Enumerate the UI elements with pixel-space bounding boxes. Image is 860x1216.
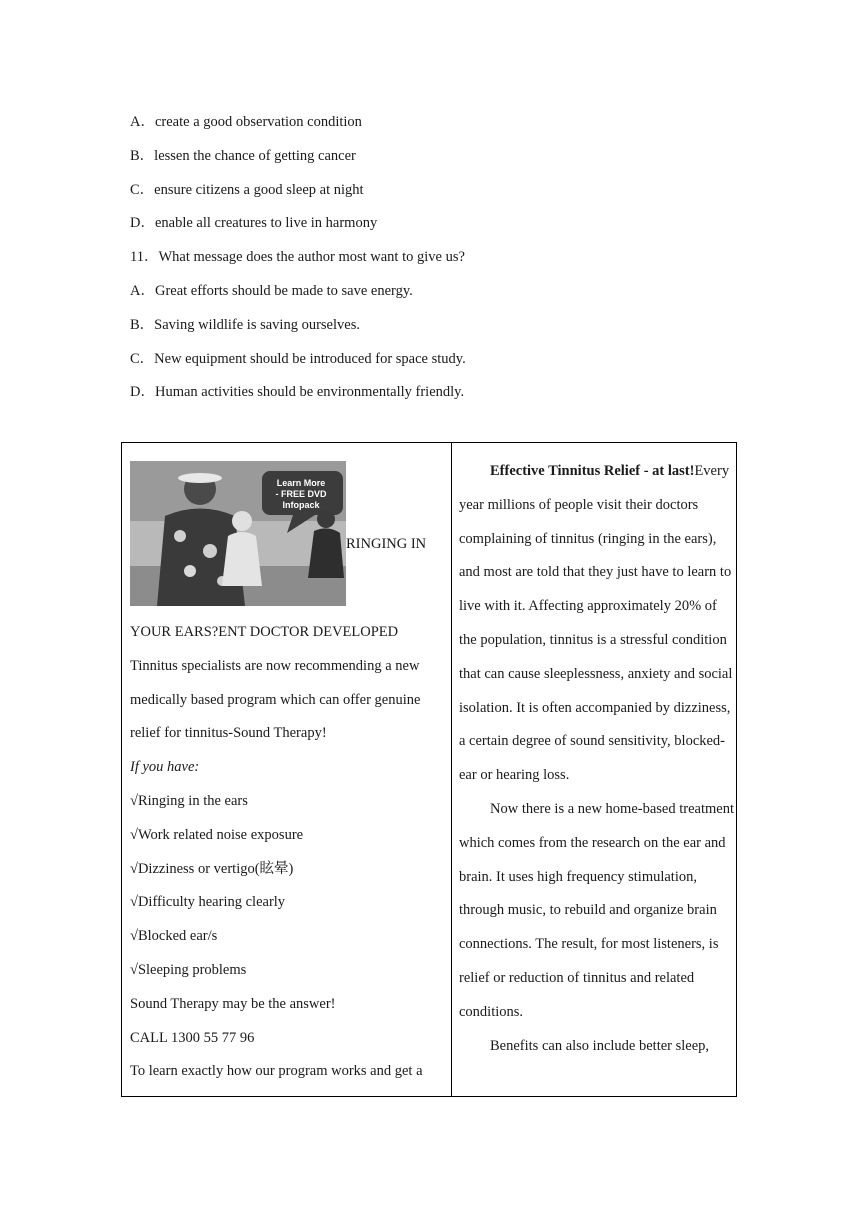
symptom-item: √Sleeping problems [130, 961, 247, 978]
ad-if-you-have: If you have: [130, 759, 200, 776]
ad-article-para-1 [459, 455, 735, 793]
ad-badge-text [130, 461, 346, 606]
option-d: D．Human activities should be environmentally friendly. [130, 384, 465, 401]
option-b: B．lessen the chance of getting cancer [130, 147, 356, 164]
ad-text-line: Tinnitus specialists are now recommending a new [130, 657, 420, 674]
option-a: A．create a good observation condition [130, 114, 362, 130]
badge-line-1: Learn More [276, 478, 326, 488]
badge-line-2: - FREE DVD [275, 489, 327, 499]
answer-options [130, 109, 750, 413]
option-d: D．enable all creatures to live in harmony [130, 215, 378, 232]
ad-article-text: Every year millions of people visit their doctors complaining of tinnitus (ringing in the ears), and most are told that they just have to learn to live with it. Affecting approximately 20% of the population, tinnitus is a stressful condition that can cause sleeplessness, anxiety and social isolation. It is often accompanied by dizziness, a certain degree of sound sensitivity, blocked-ear or hearing loss. [459, 463, 733, 784]
ad-image-row [130, 461, 448, 606]
ad-headline: YOUR EARS?ENT DOCTOR DEVELOPED [130, 624, 399, 640]
ad-text-line: To learn exactly how our program works and get a [130, 1063, 423, 1080]
ad-text-line: medically based program which can offer genuine [130, 691, 421, 708]
ad-article-para-2: Now there is a new home-based treatment which comes from the research on the ear and brain. It uses high frequency stimulation, through music, to rebuild and organize brain connections. The result, for most listeners, is relief or reduction of tinnitus and related conditions. [459, 800, 734, 1020]
option-a: A．Great efforts should be made to save energy. [130, 282, 413, 299]
badge-line-3: Infopack [282, 500, 320, 510]
advertisement-table [121, 442, 737, 1097]
symptom-item: √Dizziness or vertigo(眩晕) [130, 860, 294, 877]
symptom-item: √Ringing in the ears [130, 792, 248, 809]
column-divider [451, 443, 452, 1096]
option-b: B．Saving wildlife is saving ourselves. [130, 316, 360, 333]
question-11: 11．What message does the author most want to give us? [130, 249, 465, 266]
option-c: C．New equipment should be introduced for space study. [130, 350, 466, 367]
symptom-item: √Work related noise exposure [130, 826, 304, 843]
ad-image-caption: RINGING IN [346, 536, 427, 552]
ad-left-column [130, 461, 448, 1094]
ad-text-line: relief for tinnitus-Sound Therapy! [130, 725, 327, 742]
option-c: C．ensure citizens a good sleep at night [130, 181, 364, 198]
ad-article-title: Effective Tinnitus Relief - at last! [490, 463, 695, 479]
symptom-item: √Difficulty hearing clearly [130, 894, 286, 911]
ad-right-column [459, 455, 735, 1063]
ad-phone: CALL 1300 55 77 96 [130, 1029, 255, 1046]
ad-left-text [130, 621, 448, 1094]
ad-text-line: Sound Therapy may be the answer! [130, 995, 336, 1012]
symptom-item: √Blocked ear/s [130, 928, 218, 945]
ad-article-para-3: Benefits can also include better sleep, [490, 1037, 710, 1054]
